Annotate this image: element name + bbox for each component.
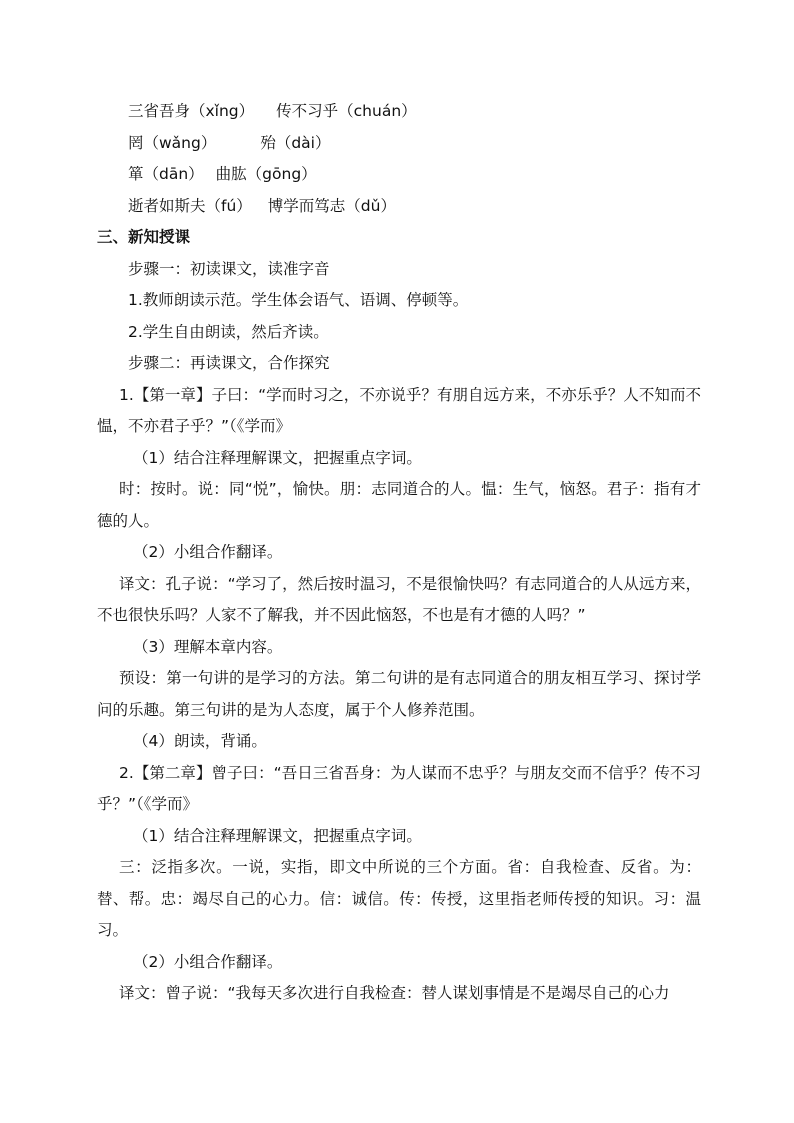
pinyin-term: 传不习乎（chuán） [276, 102, 417, 120]
translation-text: 译文：曾子说：“我每天多次进行自我检查：替人谋划事情是不是竭尽自己的心力 [119, 984, 670, 1002]
pinyin-term: 逝者如斯夫（fú） [128, 196, 252, 215]
section-heading: 三、新知授课 [97, 228, 191, 246]
word-notes: 三：泛指多次。一说，实指，即文中所说的三个方面。省：自我检查、反省。为：替、帮。忠：竭尽自己的心力。信：诚信。传：传授，这里指老师传授的知识。习：温习。 [97, 858, 701, 939]
subtask-heading: （1）结合注释理解课文，把握重点字词。 [133, 448, 422, 467]
subtask-heading: （1）结合注释理解课文，把握重点字词。 [133, 826, 422, 845]
chapter-1-text: 1.【第一章】子曰：“学而时习之，不亦说乎？有朋自远方来，不亦乐乎？人不知而不愠，不亦君子乎？”（《学而》 [97, 385, 701, 435]
pinyin-term: 三省吾身（xǐng） [128, 102, 255, 120]
subtask-heading: （2）小组合作翻译。 [133, 952, 283, 971]
pinyin-line-2 [97, 128, 701, 160]
subtask-heading: （3）理解本章内容。 [133, 637, 283, 656]
pinyin-line-4 [97, 191, 701, 223]
preset-answer: 预设：第一句讲的是学习的方法。第二句讲的是有志同道合的朋友相互学习、探讨学问的乐趣。第三句讲的是为人态度，属于个人修养范围。 [97, 669, 701, 719]
pinyin-term: 殆（dài） [260, 133, 331, 152]
pinyin-term: 博学而笃志（dǔ） [267, 196, 396, 215]
word-notes: 时：按时。说：同“悦”，愉快。朋：志同道合的人。愠：生气，恼怒。君子：指有才德的人。 [97, 480, 701, 530]
subtask-heading: （4）朗读，背诵。 [133, 732, 267, 750]
pinyin-term: 箪（dān） [128, 165, 204, 183]
pinyin-line-3 [97, 159, 701, 191]
step-title: 步骤二：再读课文，合作探究 [128, 354, 330, 372]
chapter-2-text: 2.【第二章】曾子曰：“吾日三省吾身：为人谋而不忠乎？与朋友交而不信乎？传不习乎？”（《学而》 [97, 763, 701, 813]
translation-text: 译文：孔子说：“学习了，然后按时温习，不是很愉快吗？有志同道合的人从远方来，不也很快乐吗？人家不了解我，并不因此恼怒，不也是有才德的人吗？” [97, 574, 701, 624]
pinyin-term: 罔（wǎng） [128, 133, 217, 152]
pinyin-line-1 [97, 96, 701, 128]
pinyin-term: 曲肱（gōng） [215, 165, 317, 183]
step-title: 步骤一：初读课文，读准字音 [128, 259, 330, 278]
step-item: 2.学生自由朗读，然后齐读。 [128, 322, 329, 341]
document-body [97, 96, 701, 1010]
step-item: 1.教师朗读示范。学生体会语气、语调、停顿等。 [128, 291, 469, 309]
subtask-heading: （2）小组合作翻译。 [133, 543, 283, 561]
